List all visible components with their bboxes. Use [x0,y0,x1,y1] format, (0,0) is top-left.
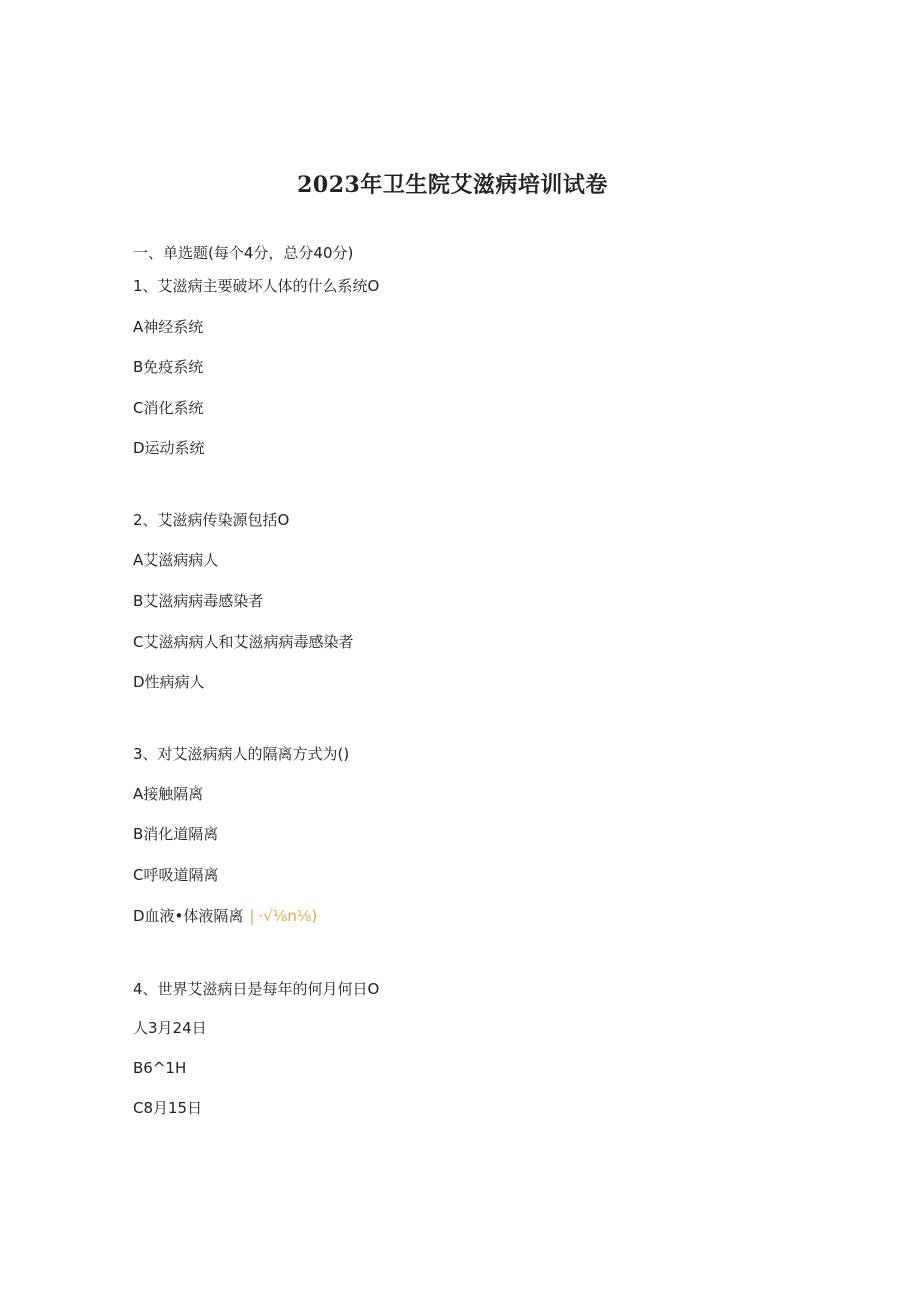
answer-annotation: ·√⅛n⅛) [258,907,318,925]
page-title: 2023年卫生院艾滋病培训试卷 [297,172,608,198]
answer-annotation-bar: | [249,907,255,925]
question-4-option-c: C8月15日 [133,1099,203,1117]
question-3-option-a: A接触隔离 [133,785,204,803]
question-1-option-c: C消化系统 [133,399,204,417]
question-1-option-d: D运动系统 [133,439,205,457]
question-3-option-d-row [133,905,317,927]
question-4-stem: 4、世界艾滋病日是每年的何月何日O [133,980,380,998]
question-4-option-a: 人3月24日 [133,1019,207,1037]
question-1-option-a: A神经系统 [133,318,204,336]
question-2-option-a: A艾滋病病人 [133,551,219,569]
question-3-option-d: D血液•体液隔离 [133,907,244,925]
question-4-option-b: B6^1H [133,1059,187,1077]
question-2-option-b: B艾滋病病毒感染者 [133,592,264,610]
section-heading: 一、单选题(每个4分，总分40分) [133,244,354,262]
question-3-option-c: C呼吸道隔离 [133,866,219,884]
question-2-option-c: C艾滋病病人和艾滋病病毒感染者 [133,633,354,651]
question-2-option-d: D性病病人 [133,673,205,691]
question-3-option-b: B消化道隔离 [133,825,219,843]
question-1-option-b: B免疫系统 [133,358,204,376]
question-2-stem: 2、艾滋病传染源包括O [133,511,290,529]
question-3-stem: 3、对艾滋病病人的隔离方式为() [133,745,350,763]
question-1-stem: 1、艾滋病主要破坏人体的什么系统O [133,277,380,295]
